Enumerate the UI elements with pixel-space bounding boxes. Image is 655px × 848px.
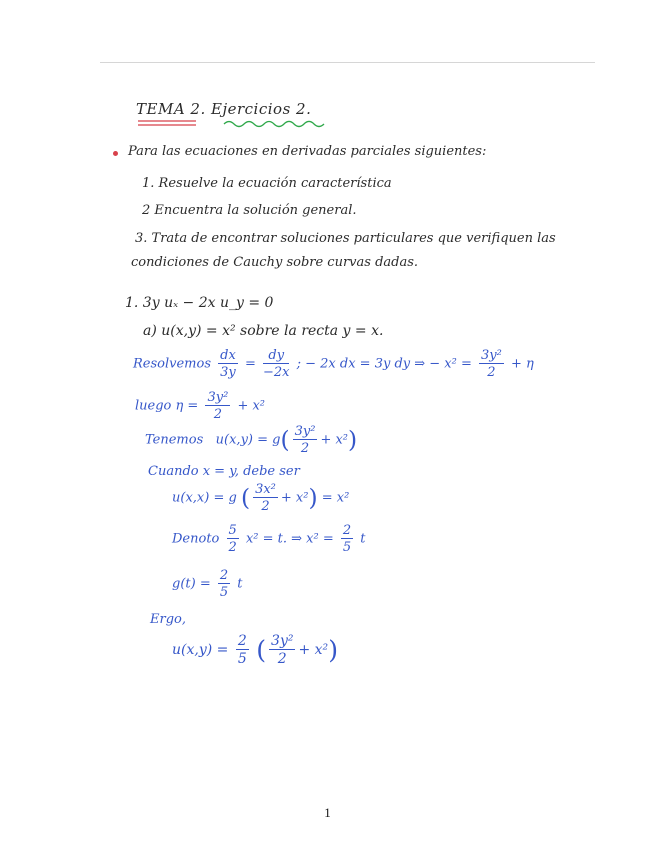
fraction xyxy=(253,483,278,513)
frac-den: 5 xyxy=(219,585,229,600)
close-paren: ) xyxy=(308,483,318,512)
close-paren: ) xyxy=(348,425,358,454)
bullet-dot xyxy=(113,151,118,156)
page-title: TEMA 2. Ejercicios 2. xyxy=(136,100,312,118)
resolvemos-line xyxy=(133,349,534,379)
final-result-line xyxy=(172,634,338,666)
frac-den: 2 xyxy=(300,441,310,456)
frac-den: 2 xyxy=(213,407,223,422)
task-2: 2 Encuentra la solución general. xyxy=(142,203,357,218)
g-line xyxy=(172,569,243,599)
frac-num: 3y² xyxy=(207,390,229,405)
fraction xyxy=(205,391,230,421)
frac-num: 2 xyxy=(237,633,247,649)
page-number: 1 xyxy=(324,805,331,820)
luego-label: luego xyxy=(135,398,172,414)
open-paren: ( xyxy=(240,483,251,512)
frac-num: 3y² xyxy=(481,348,502,363)
frac-den: 5 xyxy=(342,540,352,555)
frac-den: 3y xyxy=(220,365,236,380)
fraction xyxy=(263,349,290,379)
denoto-line xyxy=(172,524,366,554)
frac-den: 5 xyxy=(237,651,247,667)
frac-den: 2 xyxy=(487,365,496,380)
resolvemos-rest: ; − 2x dx = 3y dy ⇒ − x² = xyxy=(296,356,472,372)
intro-text: Para las ecuaciones en derivadas parciales siguientes: xyxy=(128,144,487,159)
frac-num: dy xyxy=(263,349,290,364)
luego-eta: η = xyxy=(175,398,199,414)
frac-den: −2x xyxy=(262,365,290,380)
title-underline xyxy=(136,118,326,132)
u-xx-rhs: = x² xyxy=(321,490,350,506)
frac-num: 3y² xyxy=(294,424,316,439)
exercise-part-a: a) u(x,y) = x² sobre la recta y = x. xyxy=(143,323,384,339)
fraction xyxy=(479,349,504,379)
equals-sign: = xyxy=(244,356,256,372)
frac-num: 3y² xyxy=(271,633,294,649)
frac-num: 2 xyxy=(342,523,352,538)
fraction xyxy=(293,425,318,455)
final-tail: + x² xyxy=(298,642,329,658)
frac-num: dx xyxy=(220,348,236,363)
task-3-cont: condiciones de Cauchy sobre curvas dadas. xyxy=(131,255,419,270)
resolvemos-label: Resolvemos xyxy=(133,356,211,372)
task-1: 1. Resuelve la ecuación característica xyxy=(142,176,392,191)
fraction xyxy=(218,569,230,599)
u-xx-line xyxy=(172,483,349,513)
frac-num: 5 xyxy=(228,523,237,538)
exercise-equation: 1. 3y uₓ − 2x u_y = 0 xyxy=(125,295,274,311)
g-lhs: g(t) = xyxy=(172,576,211,592)
frac-num: 3x² xyxy=(255,482,276,497)
fraction xyxy=(269,634,295,666)
tenemos-line xyxy=(145,425,357,455)
ergo-label: Ergo, xyxy=(150,612,186,627)
task-3: 3. Trata de encontrar soluciones particulares que verifiquen las xyxy=(135,231,556,246)
fraction xyxy=(236,634,249,666)
top-rule xyxy=(100,62,595,63)
denoto-mid: x² = t. ⇒ x² = xyxy=(245,531,334,547)
frac-den: 2 xyxy=(261,499,270,514)
fraction xyxy=(218,349,238,379)
open-paren: ( xyxy=(280,425,290,454)
tenemos-lhs: u(x,y) = g xyxy=(215,432,281,448)
final-lhs: u(x,y) = xyxy=(172,642,229,658)
frac-den: 2 xyxy=(277,651,287,667)
cuando-line: Cuando x = y, debe ser xyxy=(148,464,300,479)
frac-num: 2 xyxy=(219,568,229,583)
u-xx-tail: + x² xyxy=(280,490,309,506)
open-paren: ( xyxy=(256,635,267,665)
frac-den: 2 xyxy=(228,540,237,555)
luego-line xyxy=(135,391,265,421)
tenemos-tail: + x² xyxy=(320,432,349,448)
tenemos-label: Tenemos xyxy=(145,432,204,448)
close-paren: ) xyxy=(328,635,339,665)
resolvemos-tail: + η xyxy=(510,356,534,372)
fraction xyxy=(341,524,353,554)
luego-tail: + x² xyxy=(237,398,266,414)
denoto-label: Denoto xyxy=(172,531,220,547)
u-xx-lhs: u(x,x) = g xyxy=(172,490,237,506)
g-tail: t xyxy=(237,576,243,592)
fraction xyxy=(227,524,239,554)
denoto-tail: t xyxy=(360,531,366,547)
